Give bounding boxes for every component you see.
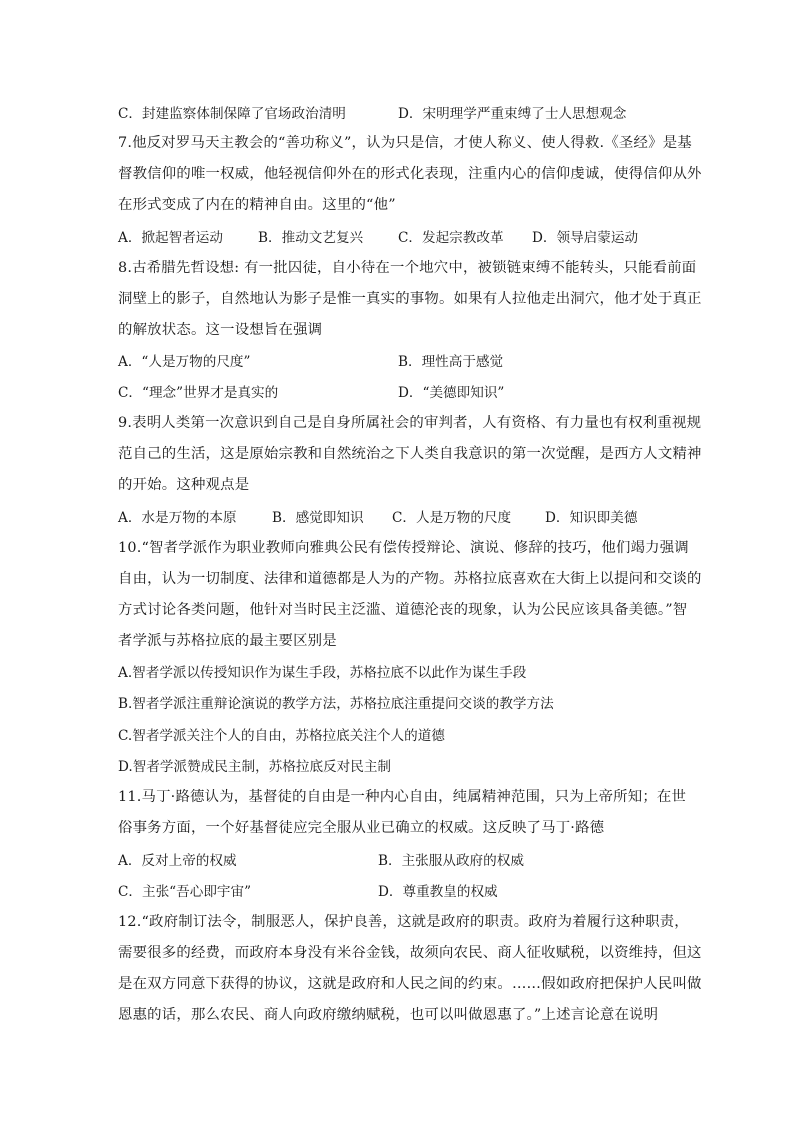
q10-option-a[interactable]: A.智者学派以传授知识作为谋生手段，苏格拉底不以此作为谋生手段	[118, 665, 527, 681]
q10-option-d[interactable]: D.智者学派赞成民主制，苏格拉底反对民主制	[118, 759, 392, 775]
q12-stem-line-2: 需要很多的经费，而政府本身没有米谷金钱，故须向农民、商人征收赋税，以资维持，但这	[118, 945, 702, 961]
q10-option-c[interactable]: C.智者学派关注个人的自由，苏格拉底关注个人的道德	[118, 728, 445, 744]
q9-option-a[interactable]: A．水是万物的本原	[118, 510, 237, 526]
q7-option-d[interactable]: D．领导启蒙运动	[532, 230, 639, 246]
q6-option-d[interactable]: D．宋明理学严重束缚了士人思想观念	[398, 106, 627, 122]
q10-stem-line-2: 自由，认为一切制度、法律和道德都是人为的产物。苏格拉底喜欢在大街上以提问和交谈的	[118, 571, 702, 587]
q8-stem-line-1: 8.古希腊先哲设想: 有一批囚徒，自小待在一个地穴中，被锁链束缚不能转头，只能看前面	[118, 260, 697, 276]
q8-option-d[interactable]: D．“美德即知识”	[398, 385, 505, 401]
q8-option-a[interactable]: A．“人是万物的尺度”	[118, 354, 251, 370]
q9-stem-line-2: 范自己的生活，这是原始宗教和自然统治之下人类自我意识的第一次觉醒，是西方人文精神	[118, 446, 702, 462]
q10-stem-line-4: 者学派与苏格拉底的最主要区别是	[118, 633, 337, 649]
q8-stem-line-3: 的解放状态。这一设想旨在强调	[118, 322, 323, 338]
q10-option-b[interactable]: B.智者学派注重辩论演说的教学方法，苏格拉底注重提问交谈的教学方法	[118, 696, 554, 712]
q9-stem-line-1: 9.表明人类第一次意识到自己是自身所属社会的审判者，人有资格、有力量也有权利重视规	[118, 415, 702, 431]
q7-stem-line-3: 在形式变成了内在的精神自由。这里的“他”	[118, 197, 396, 213]
q11-option-d[interactable]: D．尊重教皇的权威	[378, 884, 498, 900]
q11-stem-line-1: 11.马丁·路德认为，基督徒的自由是一种内心自由，纯属精神范围，只为上帝所知；在世	[118, 789, 687, 805]
q8-option-c[interactable]: C．“理念”世界才是真实的	[118, 385, 279, 401]
q8-option-b[interactable]: B．理性高于感觉	[398, 354, 504, 370]
q8-stem-line-2: 洞壁上的影子，自然地认为影子是惟一真实的事物。如果有人拉他走出洞穴，他才处于真正	[118, 291, 702, 307]
q7-option-c[interactable]: C．发起宗教改革	[398, 230, 504, 246]
q9-option-b[interactable]: B．感觉即知识	[272, 510, 364, 526]
q9-option-d[interactable]: D．知识即美德	[545, 510, 638, 526]
q11-option-b[interactable]: B．主张服从政府的权威	[378, 853, 524, 869]
q11-option-c[interactable]: C．主张“吾心即宇宙”	[118, 884, 252, 900]
q10-stem-line-1: 10.“智者学派作为职业教师向雅典公民有偿传授辩论、演说、修辞的技巧，他们竭力强调	[118, 540, 689, 556]
q7-option-a[interactable]: A．掀起智者运动	[118, 230, 223, 246]
q12-stem-line-3: 是在双方同意下获得的协议，这就是政府和人民之间的约束。……假如政府把保护人民叫做	[118, 976, 702, 992]
q11-option-a[interactable]: A．反对上帝的权威	[118, 853, 237, 869]
q7-option-b[interactable]: B．推动文艺复兴	[258, 230, 364, 246]
q12-stem-line-4: 恩惠的话，那么农民、商人向政府缴纳赋税，也可以叫做恩惠了。”上述言论意在说明	[118, 1007, 659, 1023]
q7-stem-line-2: 督教信仰的唯一权威，他轻视信仰外在的形式化表现，注重内心的信仰虔诚，使得信仰从外	[118, 166, 702, 182]
q6-option-c[interactable]: C．封建监察体制保障了官场政治清明	[118, 106, 346, 122]
q10-stem-line-3: 方式讨论各类问题，他针对当时民主泛滥、道德沦丧的现象，认为公民应该具备美德。”智	[118, 602, 688, 618]
q11-stem-line-2: 俗事务方面，一个好基督徒应完全服从业已确立的权威。这反映了马丁·路德	[118, 820, 605, 836]
q12-stem-line-1: 12.“政府制订法令，制服恶人，保护良善，这就是政府的职责。政府为着履行这种职责，	[118, 914, 689, 930]
q9-option-c[interactable]: C．人是万物的尺度	[392, 510, 512, 526]
q7-stem-line-1: 7.他反对罗马天主教会的“善功称义”，认为只是信，才使人称义、使人得救.《圣经》是基	[118, 135, 692, 151]
q9-stem-line-3: 的开始。这种观点是	[118, 477, 250, 493]
